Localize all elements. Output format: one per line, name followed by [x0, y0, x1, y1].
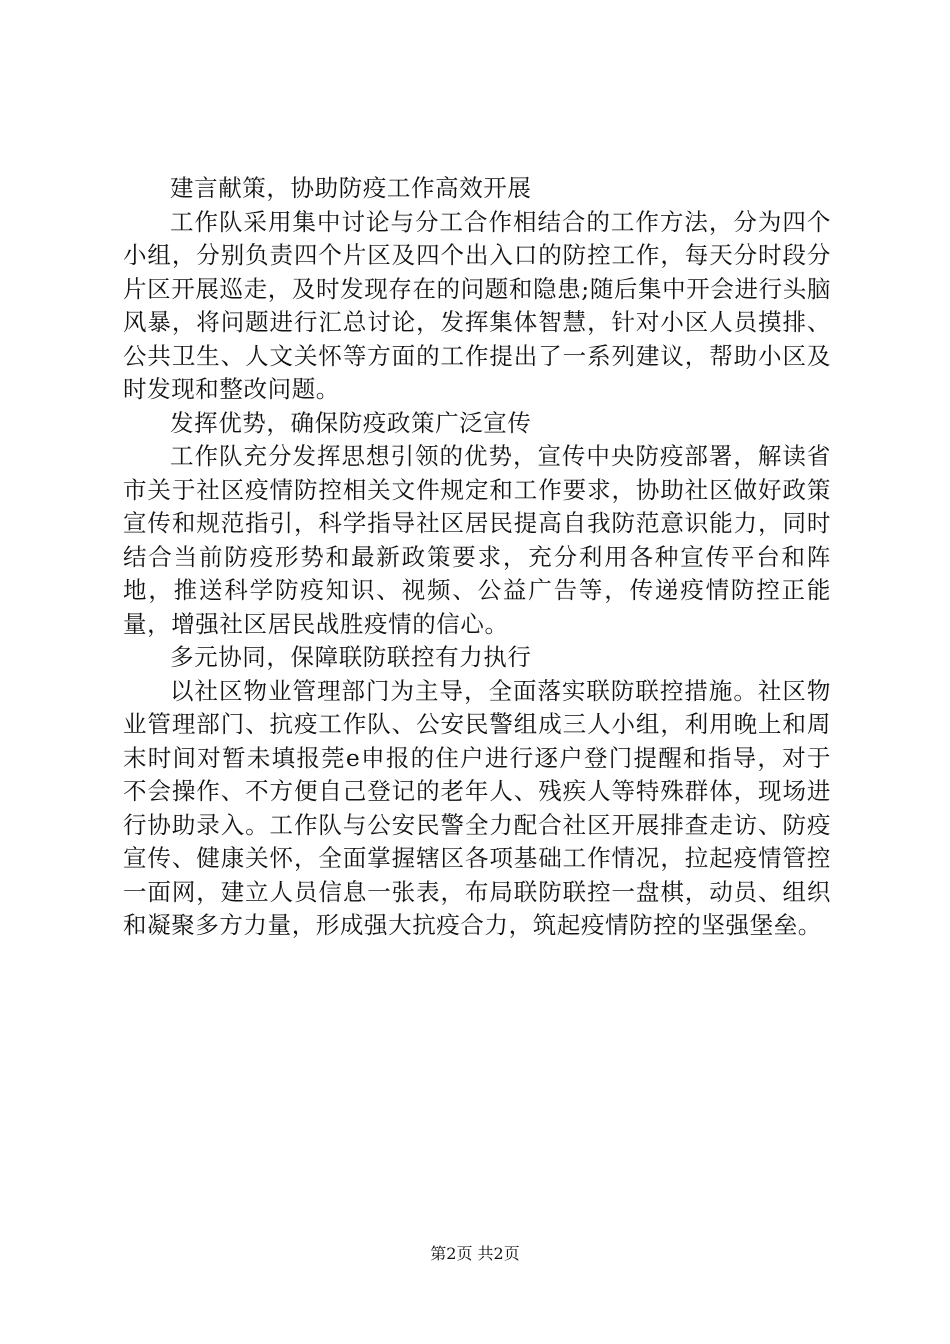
section-heading: 多元协同，保障联防联控有力执行	[170, 643, 532, 671]
section-heading: 建言献策，协助防疫工作高效开展	[170, 174, 532, 202]
document-body	[123, 172, 831, 943]
section-heading: 发挥优势，确保防疫政策广泛宣传	[170, 408, 532, 437]
section-paragraph: 以社区物业管理部门为主导，全面落实联防联控措施。社区物业管理部门、抗疫工作队、公安民警组成三人小组，利用晚上和周末时间对暂未填报莞e申报的住户进行逐户登门提醒和指导，对于不会操作、不方便自己登记的老年人、残疾人等特殊群体，现场进行协助录入。工作队与公安民警全力配合社区开展排查走访、防疫宣传、健康关怀，全面掌握辖区各项基础工作情况，拉起疫情管控一面网，建立人员信息一张表，布局联防联控一盘棋，动员、组织和凝聚多方力量，形成强大抗疫合力，筑起疫情防控的坚强堡垒。	[123, 676, 831, 939]
page-number-footer: 第2页 共2页	[430, 1244, 520, 1263]
section-paragraph: 工作队采用集中讨论与分工合作相结合的工作方法，分为四个小组，分别负责四个片区及四个出入口的防控工作，每天分时段分片区开展巡走，及时发现存在的问题和隐患;随后集中开会进行头脑风暴，将问题进行汇总讨论，发挥集体智慧，针对小区人员摸排、公共卫生、人文关怀等方面的工作提出了一系列建议，帮助小区及时发现和整改问题。	[123, 207, 831, 403]
section-paragraph: 工作队充分发挥思想引领的优势，宣传中央防疫部署，解读省市关于社区疫情防控相关文件规定和工作要求，协助社区做好政策宣传和规范指引，科学指导社区居民提高自我防范意识能力，同时结合当前防疫形势和最新政策要求，充分利用各种宣传平台和阵地，推送科学防疫知识、视频、公益广告等，传递疫情防控正能量，增强社区居民战胜疫情的信心。	[123, 442, 831, 638]
